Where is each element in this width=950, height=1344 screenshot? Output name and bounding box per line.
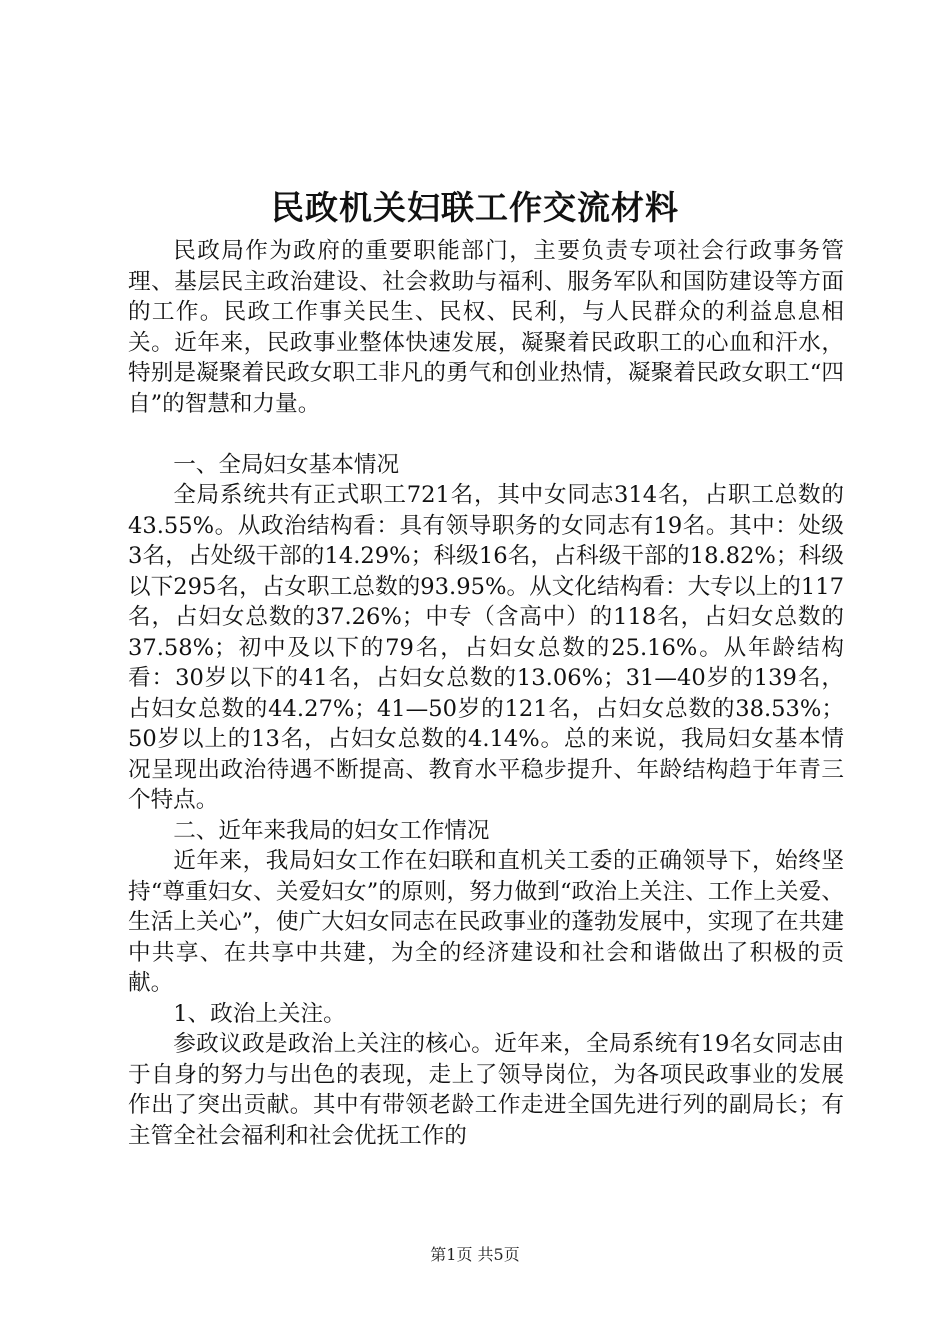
section-heading-1: 一、全局妇女基本情况 [173,451,400,478]
document-body [128,236,844,1151]
paragraph-recent-work: 近年来，我局妇女工作在妇联和直机关工委的正确领导下，始终坚持“尊重妇女、关爱妇女”的原则，努力做到“政治上关注、工作上关爱、生活上关心”，使广大妇女同志在民政事业的蓬勃发展中，实现了在共建中共享、在共享中共建，为全的经济建设和社会和谐做出了积极的贡献。 [128,848,844,996]
page-footer: 第1页 共5页 [430,1245,520,1264]
document-title: 民政机关妇联工作交流材料 [271,188,679,227]
section-heading-2: 二、近年来我局的妇女工作情况 [173,817,490,844]
paragraph-intro: 民政局作为政府的重要职能部门，主要负责专项社会行政事务管理、基层民主政治建设、社会救助与福利、服务军队和国防建设等方面的工作。民政工作事关民生、民权、民利，与人民群众的利益息息相关。近年来，民政事业整体快速发展，凝聚着民政职工的心血和汗水，特别是凝聚着民政女职工非凡的勇气和创业热情，凝聚着民政女职工“四自”的智慧和力量。 [128,238,844,417]
subsection-heading-1: 1、政治上关注。 [173,1000,346,1027]
paragraph-political-attention: 参政议政是政治上关注的核心。近年来，全局系统有19名女同志由于自身的努力与出色的表现，走上了领导岗位，为各项民政事业的发展作出了突出贡献。其中有带领老龄工作走进全国先进行列的副局长；有主管全社会福利和社会优抚工作的 [128,1031,844,1149]
paragraph-basic-situation: 全局系统共有正式职工721名，其中女同志314名，占职工总数的43.55%。从政治结构看：具有领导职务的女同志有19名。其中：处级3名，占处级干部的14.29%；科级16名，占科级干部的18.82%；科级以下295名，占女职工总数的93.95%。从文化结构看：大专以上的117名，占妇女总数的37.26%；中专（含高中）的118名，占妇女总数的37.58%；初中及以下的79名，占妇女总数的25.16%。从年龄结构看：30岁以下的41名，占妇女总数的13.06%；31—40岁的139名，占妇女总数的44.27%；41—50岁的121名，占妇女总数的38.53%；50岁以上的13名，占妇女总数的4.14%。总的来说，我局妇女基本情况呈现出政治待遇不断提高、教育水平稳步提升、年龄结构趋于年青三个特点。 [128,482,844,813]
paragraph-gap [128,419,844,450]
